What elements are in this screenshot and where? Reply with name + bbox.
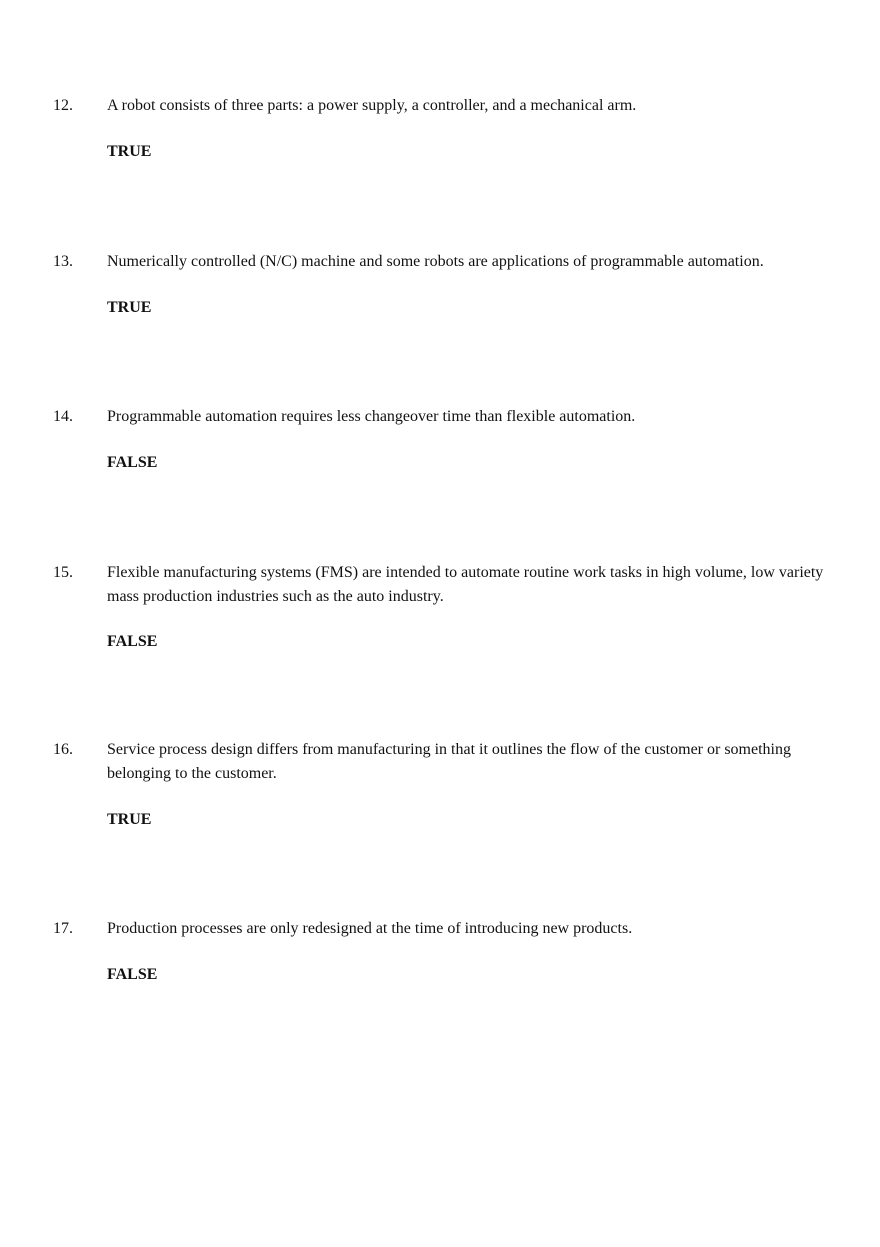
- question-text: Service process design differs from manufacturing in that it outlines the flow of the customer or something belonging to the customer.: [107, 741, 791, 782]
- question-number: 13.: [53, 253, 73, 270]
- question-number: 16.: [53, 741, 73, 758]
- question-answer: FALSE: [107, 454, 158, 471]
- question-number: 15.: [53, 564, 73, 581]
- question-text: Numerically controlled (N/C) machine and some robots are applications of programmable automation.: [107, 253, 764, 270]
- question-text: Programmable automation requires less changeover time than flexible automation.: [107, 408, 636, 425]
- question-text: Flexible manufacturing systems (FMS) are intended to automate routine work tasks in high volume, low variety mass production industries such as the auto industry.: [107, 564, 824, 605]
- question-number: 17.: [53, 920, 73, 937]
- question-text: Production processes are only redesigned at the time of introducing new products.: [107, 920, 633, 937]
- question-answer: TRUE: [107, 299, 152, 316]
- question-number: 12.: [53, 97, 73, 114]
- question-answer: TRUE: [107, 143, 152, 160]
- question-number: 14.: [53, 408, 73, 425]
- question-answer: TRUE: [107, 811, 152, 828]
- question-text: A robot consists of three parts: a power supply, a controller, and a mechanical arm.: [107, 97, 637, 114]
- question-answer: FALSE: [107, 966, 158, 983]
- question-answer: FALSE: [107, 633, 158, 650]
